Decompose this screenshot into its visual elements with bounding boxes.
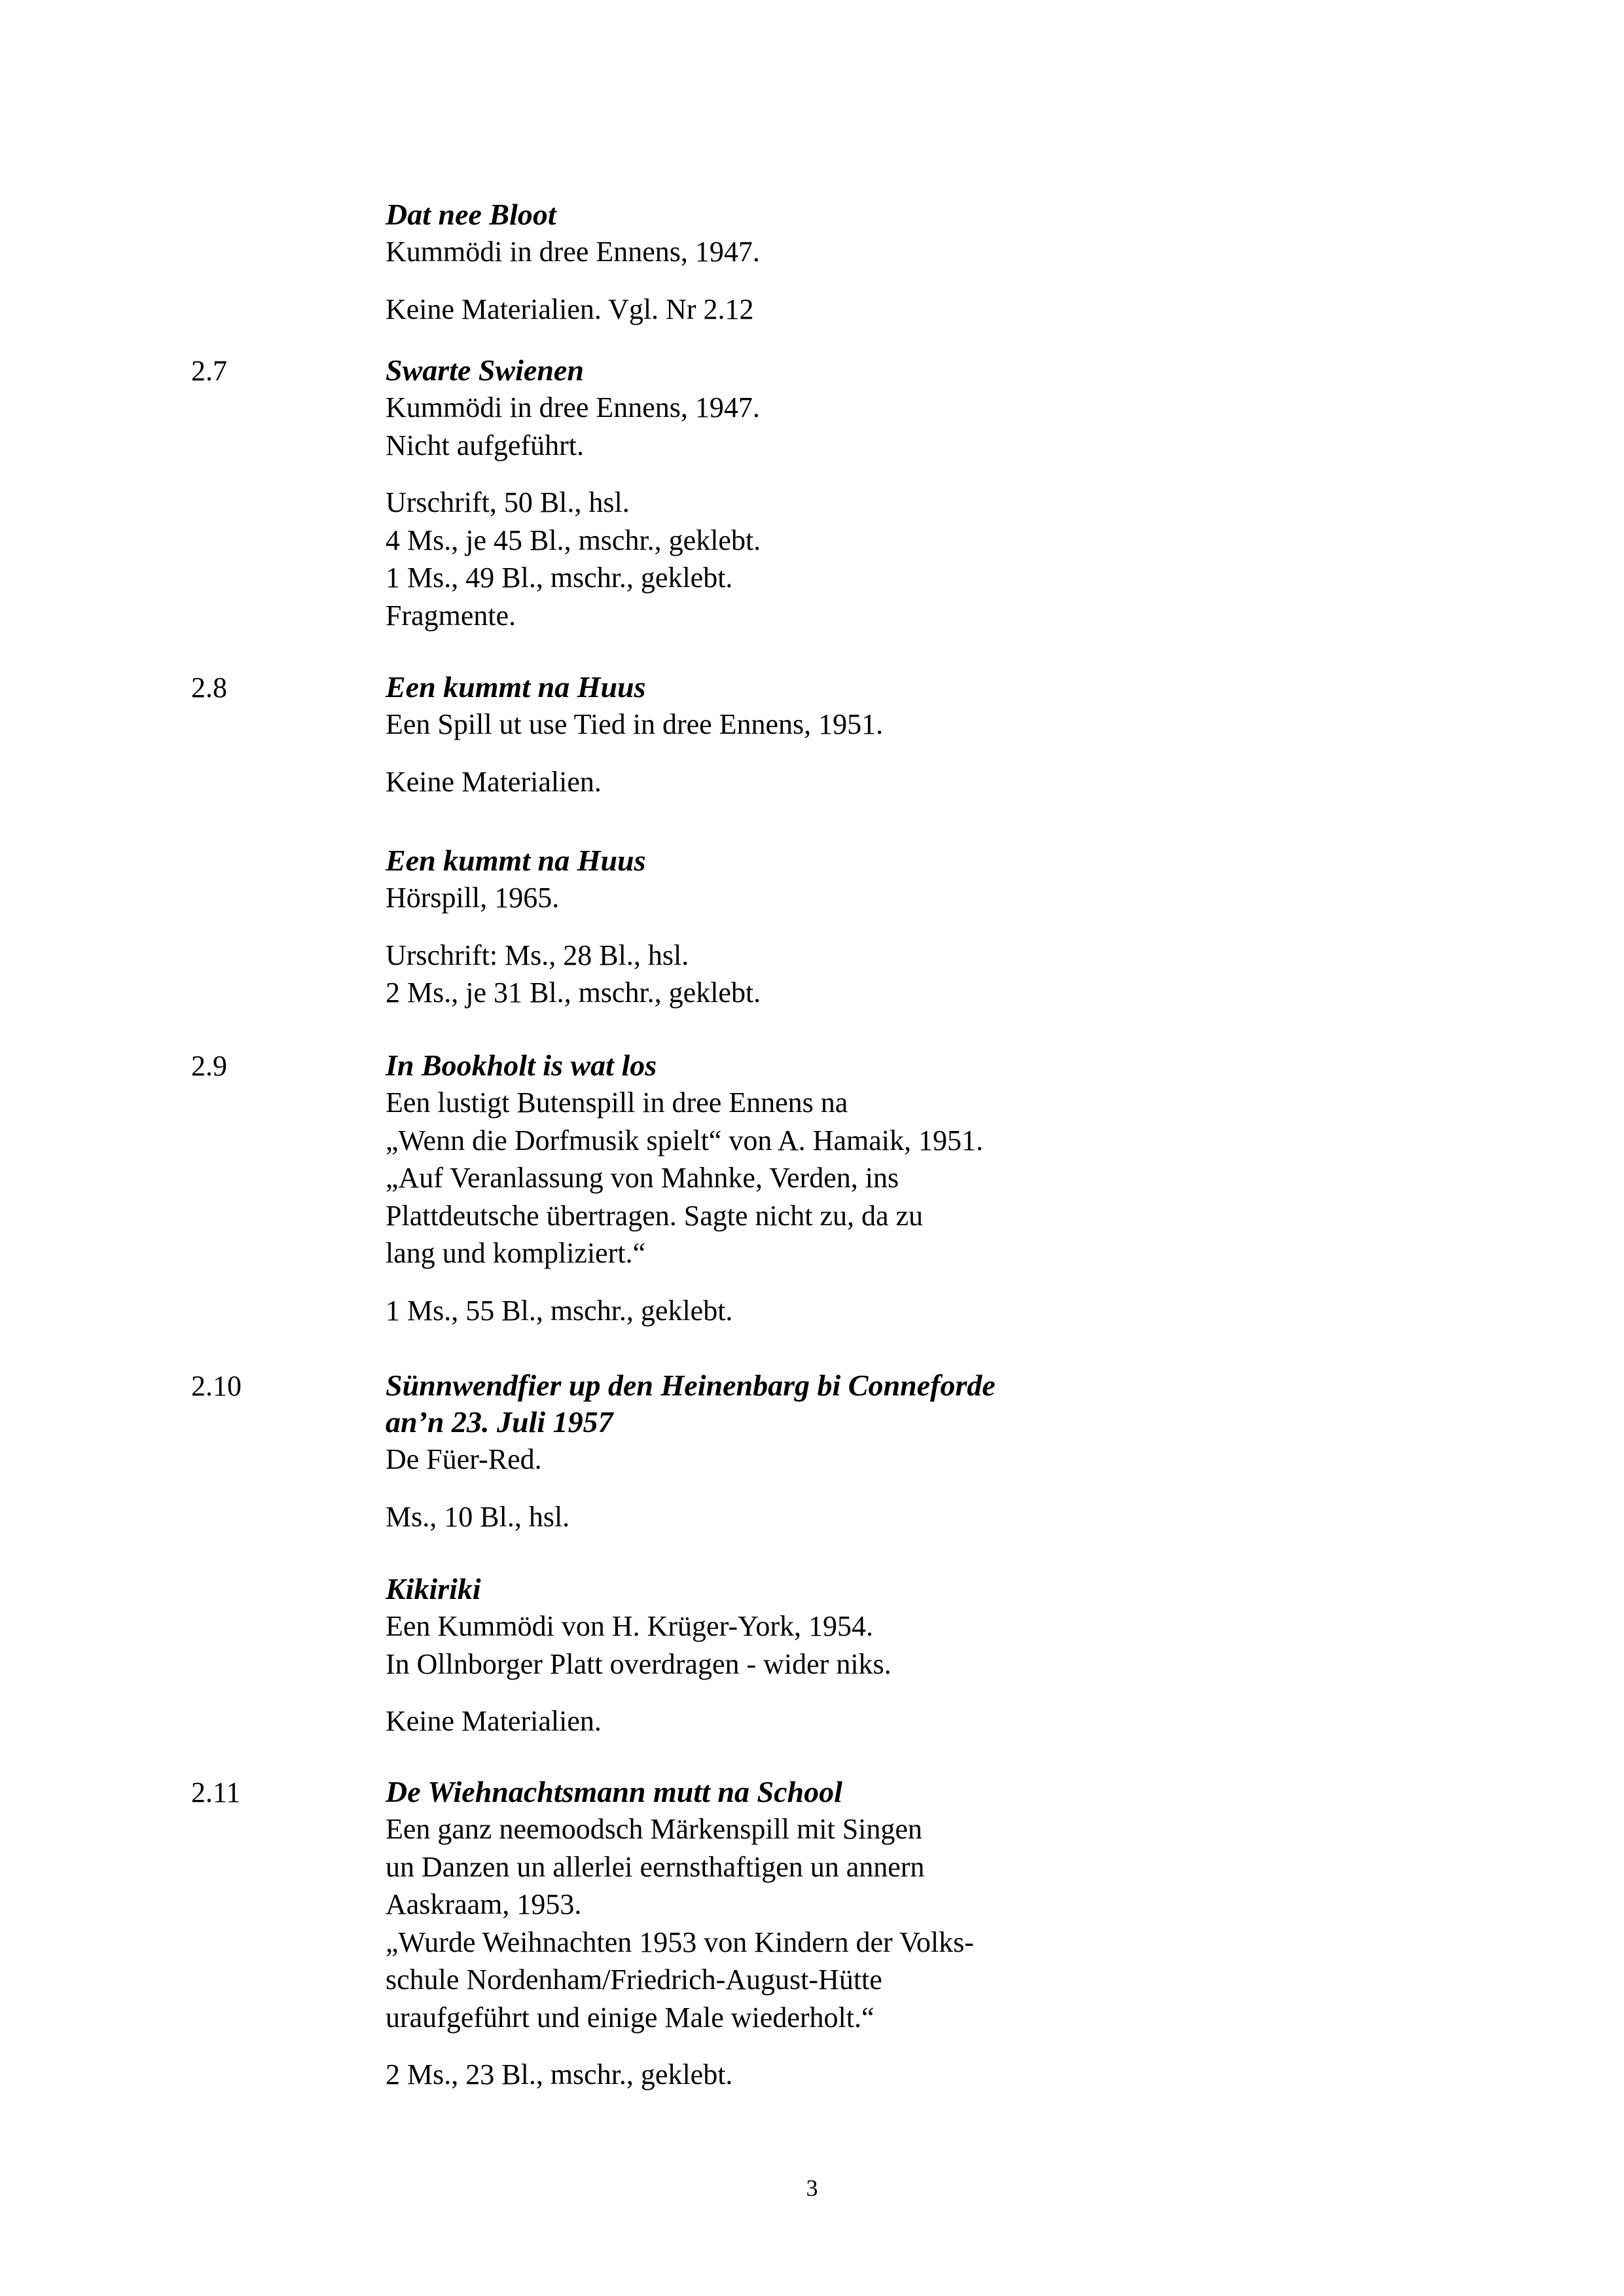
entry-number: 2.8 (191, 672, 227, 704)
entry-description: uraufgeführt und einige Male wiederholt.“ (386, 2001, 875, 2034)
entry-material: 1 Ms., 49 Bl., mschr., geklebt. (386, 562, 733, 594)
entry-title: Swarte Swienen (386, 353, 584, 387)
entry-content (386, 352, 1367, 634)
entry-description: „Wurde Weihnachten 1953 von Kindern der Volks- (386, 1926, 974, 1958)
entry-description: lang und kompliziert.“ (386, 1237, 646, 1269)
entry-material: Keine Materialien. (386, 765, 602, 798)
entry-content (386, 1367, 1367, 1535)
block-gap (386, 271, 1367, 291)
block-gap (386, 917, 1367, 937)
entry-description: Kummödi in dree Ennens, 1947. (386, 391, 760, 423)
entry-title: Een kummt na Huus (386, 844, 646, 877)
block-gap (386, 1272, 1367, 1292)
entry-material: Urschrift: Ms., 28 Bl., hsl. (386, 939, 689, 971)
entry-title: Kikiriki (386, 1572, 481, 1605)
entry-description: „Wenn die Dorfmusik spielt“ von A. Hamaik, 1951. (386, 1124, 983, 1157)
entry-number: 2.10 (191, 1370, 242, 1402)
entry-material: Fragmente. (386, 599, 516, 632)
block-gap (386, 744, 1367, 763)
entry-title: In Bookholt is wat los (386, 1049, 657, 1082)
entry-description: Nicht aufgeführt. (386, 429, 584, 461)
block-gap (386, 1683, 1367, 1702)
entry-material: 2 Ms., je 31 Bl., mschr., geklebt. (386, 977, 761, 1009)
block-gap (386, 2036, 1367, 2056)
entry-description: Plattdeutsche übertragen. Sagte nicht zu, da zu (386, 1199, 924, 1232)
page-number: 3 (806, 2175, 818, 2201)
entry-material: 1 Ms., 55 Bl., mschr., geklebt. (386, 1294, 733, 1327)
entry-material: Ms., 10 Bl., hsl. (386, 1500, 570, 1533)
block-gap (386, 1479, 1367, 1498)
entry-title: Sünnwendfier up den Heinenbarg bi Conneforde (386, 1369, 996, 1402)
entry-content (386, 1047, 1367, 1329)
entry-description: un Danzen un allerlei eernsthaftigen un annern (386, 1850, 925, 1883)
entry-description: In Ollnborger Platt overdragen - wider niks. (386, 1647, 892, 1680)
entry-title: an’n 23. Juli 1957 (386, 1405, 613, 1439)
entry-content (386, 1571, 1367, 1740)
entry-description: Een Spill ut use Tied in dree Ennens, 1951. (386, 708, 884, 740)
entry-description: Hörspill, 1965. (386, 882, 560, 914)
block-gap (386, 464, 1367, 484)
entry-material: Keine Materialien. (386, 1705, 602, 1737)
entry-content (386, 669, 1367, 800)
entry-number: 2.7 (191, 355, 227, 387)
entry-description: „Auf Veranlassung von Mahnke, Verden, ins (386, 1162, 899, 1194)
entry-material: 4 Ms., je 45 Bl., mschr., geklebt. (386, 524, 761, 556)
entry-description: Een Kummödi von H. Krüger-York, 1954. (386, 1610, 874, 1642)
entry-content (386, 842, 1367, 1012)
entry-description: Een ganz neemoodsch Märkenspill mit Singen (386, 1813, 922, 1845)
entry-content (386, 1774, 1367, 2094)
entry-material: 2 Ms., 23 Bl., mschr., geklebt. (386, 2058, 733, 2090)
entry-description: schule Nordenham/Friedrich-August-Hütte (386, 1964, 882, 1996)
entry-description: Kummödi in dree Ennens, 1947. (386, 236, 760, 268)
entry-description: Aaskraam, 1953. (386, 1888, 582, 1920)
entry-number: 2.9 (191, 1050, 227, 1082)
entry-title: Dat nee Bloot (386, 198, 556, 231)
entry-description: Een lustigt Butenspill in dree Ennens na (386, 1086, 848, 1119)
entry-number: 2.11 (191, 1776, 241, 1808)
entry-title: Een kummt na Huus (386, 670, 646, 704)
entry-description: De Füer-Red. (386, 1443, 542, 1475)
entry-content (386, 196, 1367, 328)
entry-material: Keine Materialien. Vgl. Nr 2.12 (386, 293, 754, 325)
entry-title: De Wiehnachtsmann mutt na School (386, 1775, 842, 1808)
entry-material: Urschrift, 50 Bl., hsl. (386, 486, 630, 518)
